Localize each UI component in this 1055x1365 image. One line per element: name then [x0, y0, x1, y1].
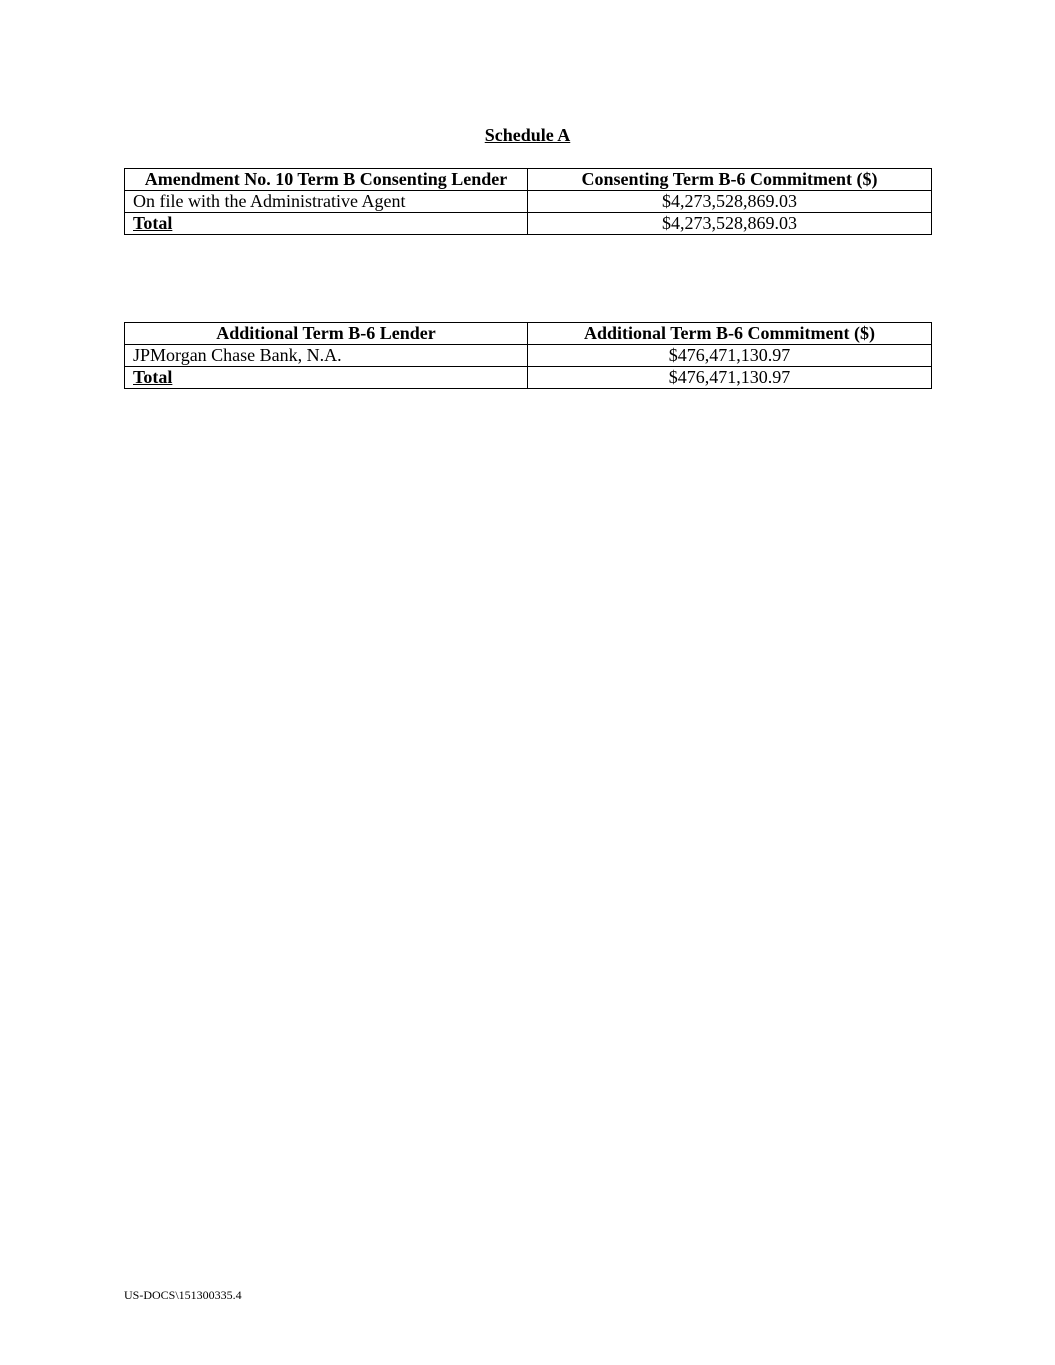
commitment-amount-cell: $476,471,130.97: [528, 345, 932, 367]
column-header-lender: Amendment No. 10 Term B Consenting Lender: [125, 169, 528, 191]
total-label-cell: Total: [125, 213, 528, 235]
document-id-footer: US-DOCS\151300335.4: [124, 1288, 242, 1302]
additional-lender-table: [124, 322, 932, 389]
total-row: [125, 367, 932, 389]
page-title: Schedule A: [484, 125, 571, 145]
column-header-lender: Additional Term B-6 Lender: [125, 323, 528, 345]
total-amount-cell: $4,273,528,869.03: [528, 213, 932, 235]
commitment-amount-cell: $4,273,528,869.03: [528, 191, 932, 213]
column-header-commitment: Additional Term B-6 Commitment ($): [528, 323, 932, 345]
table-row: [125, 191, 932, 213]
lender-name-cell: On file with the Administrative Agent: [125, 191, 528, 213]
total-row: [125, 213, 932, 235]
table-header-row: [125, 323, 932, 345]
total-label-cell: Total: [125, 367, 528, 389]
table-header-row: [125, 169, 932, 191]
consenting-lender-table: [124, 168, 932, 235]
total-amount-cell: $476,471,130.97: [528, 367, 932, 389]
table-row: [125, 345, 932, 367]
column-header-commitment: Consenting Term B-6 Commitment ($): [528, 169, 932, 191]
lender-name-cell: JPMorgan Chase Bank, N.A.: [125, 345, 528, 367]
